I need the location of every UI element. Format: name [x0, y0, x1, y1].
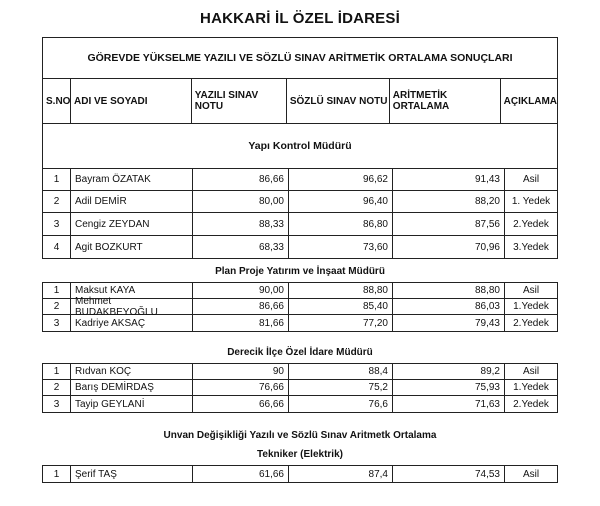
row-written-score: 81,66 — [193, 315, 289, 331]
row-note: 1.Yedek — [513, 301, 549, 312]
row-note: Asil — [522, 174, 540, 185]
row-oral-score: 76,6 — [289, 396, 393, 412]
row-name: Kadriye AKSAÇ — [71, 315, 193, 331]
row-note: Asil — [522, 468, 540, 480]
row-number: 4 — [43, 236, 71, 258]
row-name: Barış DEMİRDAŞ — [71, 380, 193, 395]
table-row — [43, 295, 557, 318]
row-number: 2 — [43, 299, 71, 314]
main-results-table — [42, 37, 558, 259]
row-note: 2.Yedek — [513, 317, 549, 329]
table-row — [43, 191, 557, 213]
header-written: YAZILI SINAV NOTU — [192, 79, 287, 123]
row-oral-score: 77,20 — [289, 315, 393, 331]
section-title: Yapı Kontrol Müdürü — [43, 124, 557, 169]
table-row — [43, 169, 557, 191]
row-average: 88,80 — [393, 283, 505, 298]
table-header — [43, 79, 557, 124]
row-oral-score: 88,80 — [289, 283, 393, 298]
table-row — [43, 466, 557, 482]
row-oral-score: 85,40 — [289, 299, 393, 314]
row-number: 3 — [43, 396, 71, 412]
row-oral-score: 96,40 — [289, 191, 393, 212]
row-number: 2 — [43, 191, 71, 212]
row-written-score: 88,33 — [193, 213, 289, 235]
row-average: 75,93 — [393, 380, 505, 395]
row-written-score: 76,66 — [193, 380, 289, 395]
table-row — [43, 380, 557, 396]
row-name: Adil DEMİR — [71, 191, 193, 212]
row-name: Rıdvan KOÇ — [71, 364, 193, 379]
page-title: HAKKARİ İL ÖZEL İDARESİ — [200, 10, 400, 27]
row-written-score: 66,66 — [193, 396, 289, 412]
row-name: Mehmet BUDAKBEYOĞLU — [71, 299, 193, 314]
row-number: 3 — [43, 213, 71, 235]
row-note: 2.Yedek — [513, 218, 549, 230]
row-written-score: 80,00 — [193, 191, 289, 212]
row-note: 3.Yedek — [513, 241, 549, 253]
row-average: 86,03 — [393, 299, 505, 314]
table-row — [43, 315, 557, 331]
section-table — [42, 363, 558, 413]
table-row — [43, 236, 557, 258]
row-written-score: 86,66 — [193, 169, 289, 190]
row-oral-score: 75,2 — [289, 380, 393, 395]
row-average: 91,43 — [393, 169, 505, 190]
row-name: Maksut KAYA — [71, 283, 193, 298]
row-written-score: 68,33 — [193, 236, 289, 258]
row-note: 1. Yedek — [511, 196, 551, 207]
row-number: 3 — [43, 315, 71, 331]
row-average: 87,56 — [393, 213, 505, 235]
row-oral-score: 87,4 — [289, 466, 393, 482]
row-note: Asil — [522, 285, 540, 296]
section-subtitle: Tekniker (Elektrik) — [257, 449, 343, 460]
header-note: AÇIKLAMA — [503, 95, 557, 107]
table-subtitle: GÖREVDE YÜKSELME YAZILI VE SÖZLÜ SINAV ARİTMETİK ORTALAMA SONUÇLARI — [43, 38, 557, 79]
row-written-score: 86,66 — [193, 299, 289, 314]
row-average: 89,2 — [393, 364, 505, 379]
section-rows — [43, 169, 557, 258]
section-table — [42, 465, 558, 483]
row-average: 70,96 — [393, 236, 505, 258]
row-number: 1 — [43, 466, 71, 482]
row-number: 1 — [43, 169, 71, 190]
row-number: 1 — [43, 283, 71, 298]
row-name: Agit BOZKURT — [71, 236, 193, 258]
section-title: Unvan Değişikliği Yazılı ve Sözlü Sınav Aritmetk Ortalama — [163, 430, 437, 441]
row-oral-score: 73,60 — [289, 236, 393, 258]
row-written-score: 61,66 — [193, 466, 289, 482]
header-average: ARİTMETİK ORTALAMA — [390, 79, 501, 123]
row-average: 88,20 — [393, 191, 505, 212]
header-no: S.NO — [43, 79, 71, 123]
row-name: Şerif TAŞ — [71, 466, 193, 482]
row-note: 1.Yedek — [513, 382, 549, 393]
table-row — [43, 396, 557, 412]
row-average: 71,63 — [393, 396, 505, 412]
row-name: Cengiz ZEYDAN — [71, 213, 193, 235]
table-row — [43, 213, 557, 236]
section-title: Plan Proje Yatırım ve İnşaat Müdürü — [215, 266, 385, 277]
row-oral-score: 96,62 — [289, 169, 393, 190]
row-oral-score: 86,80 — [289, 213, 393, 235]
row-written-score: 90 — [193, 364, 289, 379]
row-oral-score: 88,4 — [289, 364, 393, 379]
row-average: 74,53 — [393, 466, 505, 482]
row-note: Asil — [522, 366, 540, 377]
row-average: 79,43 — [393, 315, 505, 331]
header-oral: SÖZLÜ SINAV NOTU — [287, 79, 390, 123]
row-written-score: 90,00 — [193, 283, 289, 298]
section-title: Derecik İlçe Özel İdare Müdürü — [227, 347, 373, 358]
header-name: ADI VE SOYADI — [71, 79, 192, 123]
table-row — [43, 364, 557, 380]
row-number: 1 — [43, 364, 71, 379]
section-table — [42, 282, 558, 332]
row-name: Tayip GEYLANİ — [71, 396, 193, 412]
row-number: 2 — [43, 380, 71, 395]
row-note: 2.Yedek — [513, 398, 549, 410]
row-name: Bayram ÖZATAK — [71, 169, 193, 190]
